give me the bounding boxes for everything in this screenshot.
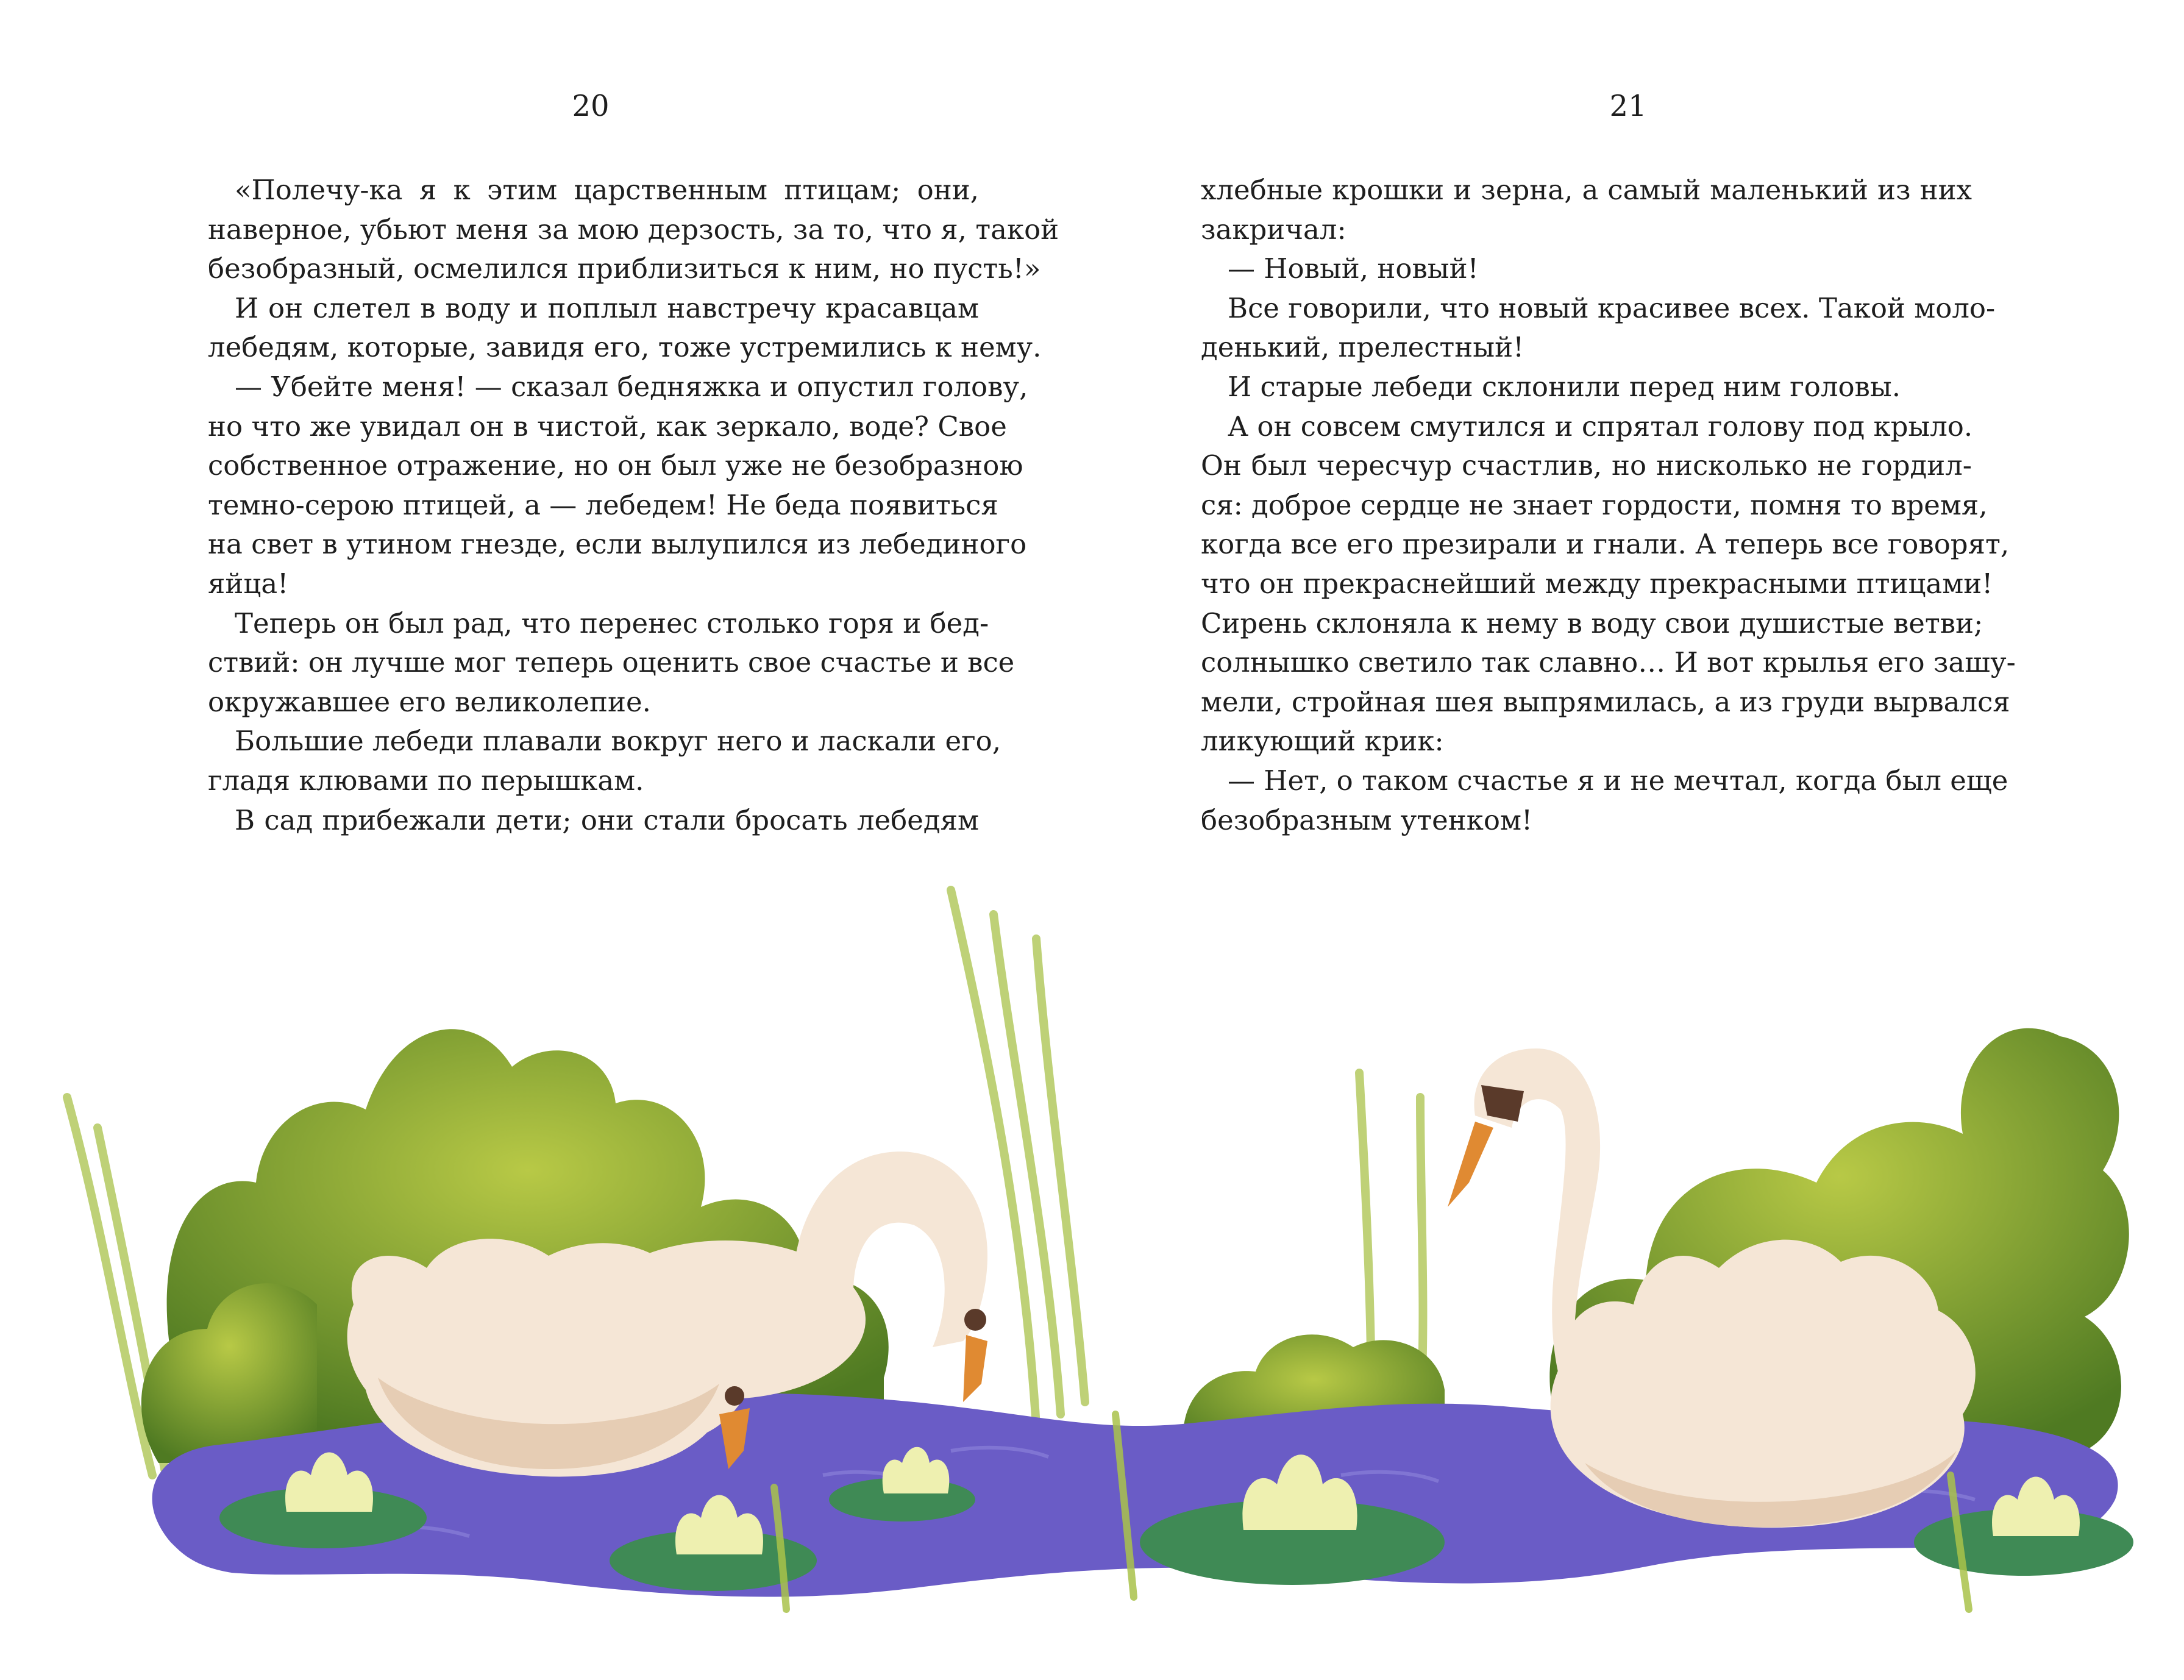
text-line: темно-серою птицей, а — лебедем! Не беда появиться — [208, 488, 998, 521]
swans-on-pond-illustration — [0, 866, 2184, 1680]
text-line: собственное отражение, но он был уже не безобразною — [208, 449, 1023, 482]
page-number-right: 21 — [1609, 89, 1647, 123]
text-line: В сад прибежали дети; они стали бросать лебедям — [235, 803, 979, 836]
text-line: закричал: — [1201, 213, 1346, 246]
left-text-column — [208, 171, 1059, 840]
text-line: А он совсем смутился и спрятал голову под крыло. — [1228, 410, 1973, 443]
text-line: безобразный, осмелился приблизиться к ним, но пусть!» — [208, 252, 1041, 285]
text-line: безобразным утенком! — [1201, 803, 1533, 836]
right-text-column — [1201, 171, 2016, 840]
text-line: наверное, убьют меня за мою дерзость, за то, что я, такой — [208, 213, 1059, 246]
text-line: на свет в утином гнезде, если вылупился из лебединого — [208, 528, 1027, 561]
text-line: — Новый, новый! — [1228, 252, 1479, 285]
text-line: И старые лебеди склонили перед ним головы. — [1228, 370, 1901, 403]
text-line: Он был чересчур счастлив, но нисколько не гордил- — [1201, 449, 1972, 482]
text-line: Большие лебеди плавали вокруг него и ласкали его, — [235, 725, 1001, 758]
text-line: солнышко светило так славно… И вот крылья его зашу- — [1201, 646, 2016, 679]
text-line: но что же увидал он в чистой, как зеркало, воде? Свое — [208, 410, 1007, 443]
text-line: мели, стройная шея выпрямилась, а из груди вырвался — [1201, 685, 2010, 718]
text-line: Сирень склоняла к нему в воду свои душистые ветви; — [1201, 607, 1983, 639]
text-line: Все говорили, что новый красивее всех. Такой моло- — [1228, 291, 1996, 324]
text-line: ствий: он лучше мог теперь оценить свое счастье и все — [208, 646, 1015, 679]
text-line: И он слетел в воду и поплыл навстречу красавцам — [235, 291, 979, 324]
text-line: Теперь он был рад, что перенес столько горя и бед- — [235, 607, 989, 639]
text-line: лебедям, которые, завидя его, тоже устремились к нему. — [208, 331, 1042, 364]
text-line: когда все его презирали и гнали. А теперь все говорят, — [1201, 528, 2010, 561]
text-line: ликующий крик: — [1201, 725, 1444, 758]
text-line: яйца! — [208, 567, 289, 600]
text-line: гладя клювами по перышкам. — [208, 764, 644, 797]
page-number-left: 20 — [572, 89, 610, 123]
text-line: хлебные крошки и зерна, а самый маленький из них — [1201, 174, 1972, 206]
text-line: — Убейте меня! — сказал бедняжка и опустил голову, — [235, 370, 1028, 403]
text-line: «Полечу-ка я к этим царственным птицам; они, — [235, 174, 979, 206]
text-line: — Нет, о таком счастье я и не мечтал, когда был еще — [1228, 764, 2008, 797]
text-line: ся: доброе сердце не знает гордости, помня то время, — [1201, 488, 1988, 521]
text-line: окружавшее его великолепие. — [208, 685, 651, 718]
text-line: что он прекраснейший между прекрасными птицами! — [1201, 567, 1993, 600]
text-line: денький, прелестный! — [1201, 331, 1524, 364]
